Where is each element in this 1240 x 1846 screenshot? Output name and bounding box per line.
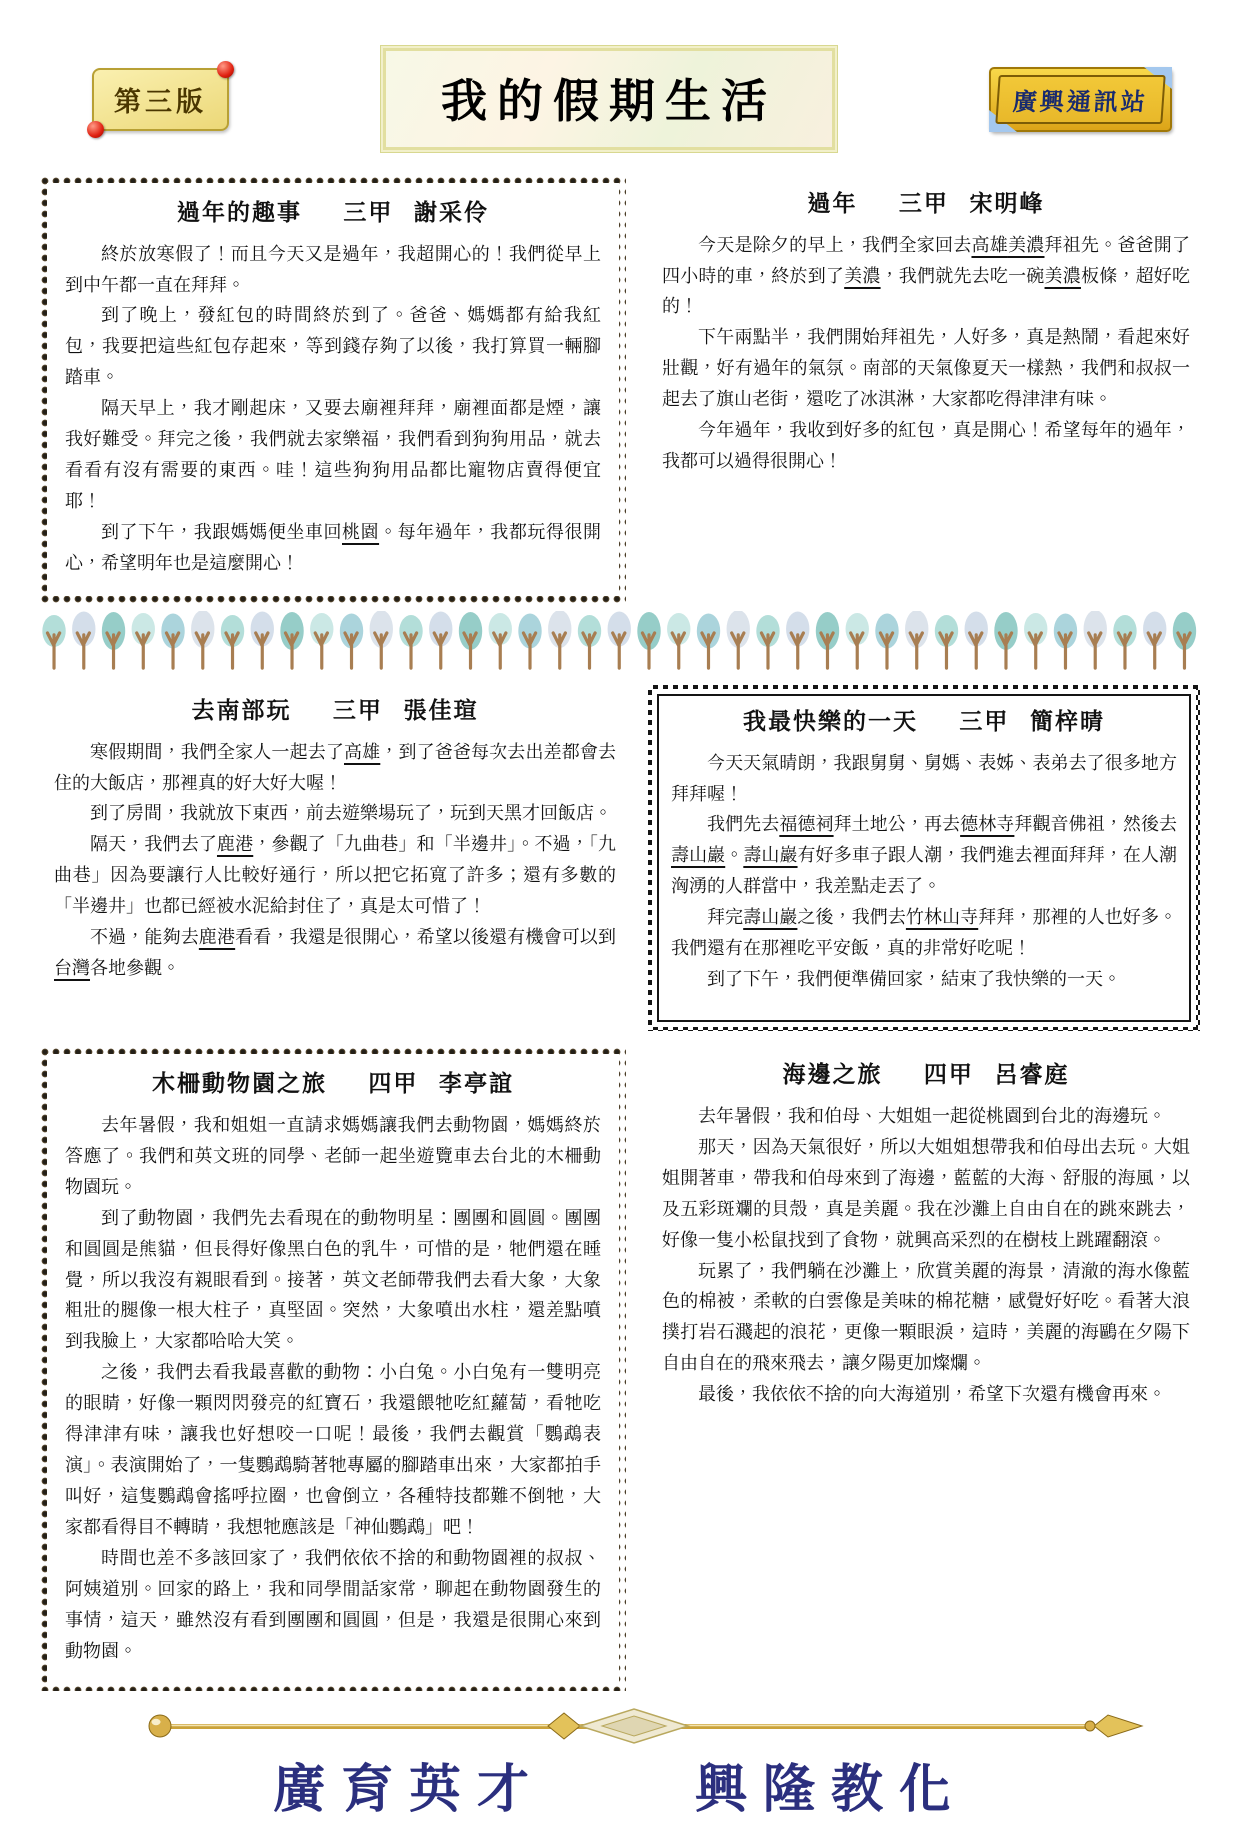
article-paragraph: 到了下午，我跟媽媽便坐車回桃園。每年過年，我都玩得很開心，希望明年也是這麼開心！ xyxy=(65,522,602,575)
article-paragraph: 去年暑假，我和伯母、大姐姐一起從桃園到台北的海邊玩。 xyxy=(698,1105,1166,1127)
article-paragraph: 到了房間，我就放下東西，前去遊樂場玩了，玩到天黑才回飯店。 xyxy=(90,803,612,825)
page-title: 我的假期生活 xyxy=(441,74,777,128)
article-paragraph: 隔天早上，我才剛起床，又要去廟裡拜拜，廟裡面都是煙，讓我好難受。拜完之後，我們就去家樂福，我們看到狗狗用品，就去看看有沒有需要的東西。哇！這些狗狗用品都比寵物店賣得便宜耶！ xyxy=(65,398,601,513)
article-paragraph: 今天是除夕的早上，我們全家回去高雄美濃拜祖先。爸爸開了四小時的車，終於到了美濃，我們就先去吃一碗美濃板條，超好吃的！ xyxy=(662,234,1191,318)
header xyxy=(50,48,1190,150)
row-top xyxy=(40,176,1200,603)
divider-rod-icon xyxy=(40,1703,1200,1751)
tree-border-decoration xyxy=(40,611,1200,673)
article-paragraph: 今天天氣晴朗，我跟舅舅、舅媽、表姊、表弟去了很多地方拜拜喔！ xyxy=(671,752,1177,805)
article-seaside-trip xyxy=(648,1047,1200,1411)
article-new-year xyxy=(648,176,1200,478)
footer-motto-right: 興隆教化 xyxy=(695,1758,968,1820)
row-middle xyxy=(40,683,1200,1031)
tree-row-icon xyxy=(40,611,1200,673)
article-paragraph: 不過，能夠去鹿港看看，我還是很開心，希望以後還有機會可以到台灣各地參觀。 xyxy=(54,927,617,980)
station-badge xyxy=(989,67,1172,132)
pin-icon xyxy=(87,121,104,138)
article-paragraph: 我們先去福德祠拜土地公，再去德林寺拜觀音佛祖，然後去壽山巖。壽山巖有好多車子跟人潮，我們進去裡面拜拜，在人潮洶湧的人群當中，我差點走丟了。 xyxy=(671,814,1178,898)
article-zoo-trip xyxy=(40,1047,626,1691)
page-number-badge xyxy=(92,68,229,131)
article-title: 過年 三甲 宋明峰 xyxy=(807,190,1045,217)
article-paragraph: 到了下午，我們便準備回家，結束了我快樂的一天。 xyxy=(707,969,1121,991)
article-title: 過年的趣事 三甲 謝采伶 xyxy=(176,199,490,226)
article-south-trip xyxy=(40,683,626,985)
article-title: 木柵動物園之旅 四甲 李亭誼 xyxy=(151,1070,515,1098)
article-new-year-fun xyxy=(40,176,626,603)
article-paragraph: 隔天，我們去了鹿港，參觀了「九曲巷」和「半邊井」。不過，「九曲巷」因為要讓行人比較好通行，所以把它拓寬了許多；還有多數的「半邊井」也都已經被水泥給封住了，真是太可惜了！ xyxy=(54,834,617,918)
article-paragraph: 最後，我依依不捨的向大海道別，希望下次還有機會再來。 xyxy=(698,1384,1166,1406)
article-paragraph: 下午兩點半，我們開始拜祖先，人好多，真是熱鬧，看起來好壯觀，好有過年的氣氛。南部的天氣像夏天一樣熱，我們和叔叔一起去了旗山老街，還吃了冰淇淋，大家都吃得津津有味。 xyxy=(662,327,1190,411)
article-paragraph: 去年暑假，我和姐姐一直請求媽媽讓我們去動物園，媽媽終於答應了。我們和英文班的同學、老師一起坐遊覽車去台北的木柵動物園玩。 xyxy=(65,1114,601,1198)
article-paragraph: 寒假期間，我們全家人一起去了高雄，到了爸爸每次去出差都會去住的大飯店，那裡真的好大好大喔！ xyxy=(54,741,617,794)
footer-motto-left: 廣育英才 xyxy=(272,1758,545,1820)
article-paragraph: 之後，我們去看我最喜歡的動物：小白兔。小白兔有一雙明亮的眼睛，好像一顆閃閃發亮的紅寶石，我還餵牠吃紅蘿蔔，看牠吃得津津有味，讓我也好想咬一口呢！最後，我們去觀賞「鸚鵡表演」。表演開始了，一隻鸚鵡騎著牠專屬的腳踏車出來，大家都拍手叫好，這隻鸚鵡會搖呼拉圈，也會倒立，各種特技都難不倒牠，大家都看得目不轉睛，我想牠應該是「神仙鸚鵡」吧！ xyxy=(65,1362,601,1539)
article-paragraph: 今年過年，我收到好多的紅包，真是開心！希望每年的過年，我都可以過得很開心！ xyxy=(662,420,1190,473)
footer xyxy=(40,1703,1200,1822)
station-badge-label: 廣興通訊站 xyxy=(995,75,1165,124)
article-title: 海邊之旅 四甲 呂睿庭 xyxy=(782,1061,1070,1089)
article-paragraph: 拜完壽山巖之後，我們去竹林山寺拜拜，那裡的人也好多。我們還有在那裡吃平安飯，真的非常好吃呢！ xyxy=(671,907,1178,960)
article-paragraph: 那天，因為天氣很好，所以大姐姐想帶我和伯母出去玩。大姐姐開著車，帶我和伯母來到了海邊，藍藍的大海、舒服的海風，以及五彩斑斕的貝殼，真是美麗。我在沙灘上自由自在的跳來跳去，好像一隻小松鼠找到了食物，就興高采烈的在樹枝上跳躍翻滾。 xyxy=(662,1136,1190,1251)
article-paragraph: 到了動物園，我們先去看現在的動物明星：團團和圓圓。團團和圓圓是熊貓，但長得好像黑白色的乳牛，可惜的是，牠們還在睡覺，所以我沒有親眼看到。接著，英文老師帶我們去看大象，大象粗壯的腿像一根大柱子，真堅固。突然，大象噴出水柱，還差點噴到我臉上，大家都哈哈大笑。 xyxy=(65,1207,601,1353)
article-happiest-day xyxy=(648,685,1200,1031)
article-title: 去南部玩 三甲 張佳瑄 xyxy=(191,697,479,725)
article-paragraph: 終於放寒假了！而且今天又是過年，我超開心的！我們從早上到中午都一直在拜拜。 xyxy=(65,243,601,296)
page-number-label: 第三版 xyxy=(114,86,207,118)
page-title-box xyxy=(383,48,835,150)
article-title: 我最快樂的一天 三甲 簡梓晴 xyxy=(742,708,1106,736)
article-paragraph: 時間也差不多該回家了，我們依依不捨的和動物園裡的叔叔、阿姨道別。回家的路上，我和同學閒話家常，聊起在動物園發生的事情，這天，雖然沒有看到團團和圓圓，但是，我還是很開心來到動物園。 xyxy=(65,1548,601,1662)
article-paragraph: 到了晚上，發紅包的時間終於到了。爸爸、媽媽都有給我紅包，我要把這些紅包存起來，等到錢存夠了以後，我打算買一輛腳踏車。 xyxy=(65,305,601,389)
row-bottom xyxy=(40,1047,1200,1691)
footer-motto xyxy=(40,1747,1200,1822)
pin-icon xyxy=(217,61,234,78)
article-paragraph: 玩累了，我們躺在沙灘上，欣賞美麗的海景，清澈的海水像藍色的棉被，柔軟的白雲像是美味的棉花糖，感覺好好吃。看著大浪撲打岩石濺起的浪花，更像一顆眼淚，這時，美麗的海鷗在夕陽下自由自在的飛來飛去，讓夕陽更加燦爛。 xyxy=(662,1260,1190,1375)
